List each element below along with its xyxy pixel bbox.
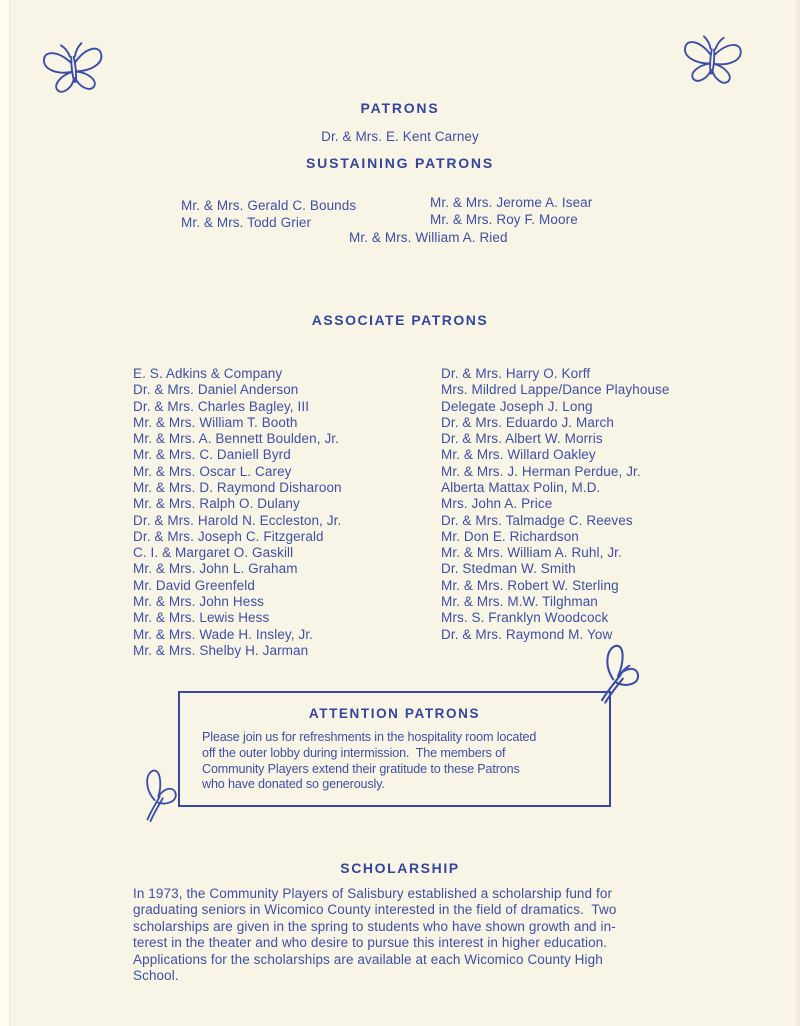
associate-left-column	[133, 366, 342, 659]
patron-name: Dr. & Mrs. Harry O. Korff	[441, 366, 591, 381]
patron-name: Mr. & Mrs. D. Raymond Disharoon	[133, 479, 342, 495]
patron-name: Mr. & Mrs. John Hess	[133, 593, 265, 609]
patron-name: Mr. & Mrs. Gerald C. Bounds	[181, 198, 357, 213]
patron-name: Dr. & Mrs. Eduardo J. March	[441, 414, 614, 430]
text-line: Applications for the scholarships are available at each Wicomico County High	[133, 951, 603, 967]
butterfly-icon	[591, 641, 645, 705]
sustaining-right-column	[430, 194, 592, 228]
patron-name: Mr. & Mrs. Oscar L. Carey	[133, 463, 292, 479]
patron-name: Mr. & Mrs. Ralph O. Dulany	[133, 496, 300, 512]
patron-name: Mr. & Mrs. Robert W. Sterling	[441, 577, 619, 593]
patron-name: Mr. & Mrs. William T. Booth	[133, 414, 298, 430]
patron-name: Dr. Stedman W. Smith	[441, 561, 576, 577]
patron-name: Mr. & Mrs. M.W. Tilghman	[441, 593, 598, 609]
patron-name: Dr. & Mrs. Joseph C. Fitzgerald	[133, 528, 324, 544]
patron-name: Mr. Don E. Richardson	[441, 528, 579, 544]
patron-name: Dr. & Mrs. E. Kent Carney	[321, 129, 479, 144]
patron-name: Mr. & Mrs. Shelby H. Jarman	[133, 642, 309, 658]
patron-name: Dr. & Mrs. Harold N. Eccleston, Jr.	[133, 512, 342, 528]
patron-name: Mrs. Mildred Lappe/Dance Playhouse	[441, 382, 670, 398]
patron-name: Mr. & Mrs. Lewis Hess	[133, 610, 270, 626]
patron-name: Dr. & Mrs. Raymond M. Yow	[441, 626, 613, 642]
patrons-heading: PATRONS	[360, 100, 440, 116]
sustaining-left-column	[181, 197, 356, 231]
text-line: off the outer lobby during intermission. The members of	[202, 745, 506, 760]
patron-name: Mr. & Mrs. Wade H. Insley, Jr.	[133, 626, 314, 642]
text-line: Please join us for refreshments in the hospitality room located	[202, 730, 537, 744]
text-line: who have donated so generously.	[202, 777, 385, 792]
patron-name: Mr. & Mrs. John L. Graham	[133, 561, 298, 577]
text-line: In 1973, the Community Players of Salisbury established a scholarship fund for	[133, 886, 613, 901]
patron-name: Delegate Joseph J. Long	[441, 398, 593, 414]
patron-name: Mr. & Mrs. A. Bennett Boulden, Jr.	[133, 431, 339, 447]
butterfly-icon	[674, 30, 750, 97]
patron-name: Mr. David Greenfeld	[133, 577, 255, 593]
patron-name: Mr. & Mrs. Jerome A. Isear	[430, 195, 593, 210]
text-line: graduating seniors in Wicomico County interested in the field of dramatics. Two	[133, 902, 617, 918]
text-line: Community Players extend their gratitude to these Patrons	[202, 761, 520, 776]
text-line: School.	[133, 968, 179, 984]
patron-name: Mr. & Mrs. Todd Grier	[181, 215, 312, 230]
text-line: terest in the theater and who desire to pursue this interest in higher education.	[133, 935, 608, 951]
text-line: scholarships are given in the spring to students who have shown growth and in-	[133, 918, 616, 934]
scholarship-text	[133, 886, 616, 984]
patron-name: Mr. & Mrs. William A. Ruhl, Jr.	[441, 545, 622, 561]
patron-name: E. S. Adkins & Company	[133, 366, 283, 381]
patron-name: Mrs. S. Franklyn Woodcock	[441, 610, 609, 626]
patron-name: Dr. & Mrs. Talmadge C. Reeves	[441, 512, 633, 528]
associate-patrons-heading: ASSOCIATE PATRONS	[311, 312, 489, 328]
attention-patrons-text	[202, 730, 609, 793]
butterfly-icon	[39, 34, 110, 108]
patron-name: Dr. & Mrs. Albert W. Morris	[441, 431, 603, 447]
scholarship-heading: SCHOLARSHIP	[340, 860, 460, 876]
patron-name: Mr. & Mrs. J. Herman Perdue, Jr.	[441, 463, 641, 479]
patron-name: Mr. & Mrs. C. Daniell Byrd	[133, 447, 291, 463]
attention-patrons-heading: ATTENTION PATRONS	[308, 706, 481, 721]
patron-name: Mr. & Mrs. William A. Ried	[349, 230, 508, 245]
patron-name: Mr. & Mrs. Roy F. Moore	[430, 212, 578, 227]
patron-name: Dr. & Mrs. Charles Bagley, III	[133, 398, 310, 414]
patron-name: Dr. & Mrs. Daniel Anderson	[133, 382, 299, 398]
associate-right-column	[441, 366, 670, 643]
patron-name: Mr. & Mrs. Willard Oakley	[441, 447, 596, 463]
patron-name: Alberta Mattax Polin, M.D.	[441, 479, 601, 495]
sustaining-patrons-heading: SUSTAINING PATRONS	[306, 155, 494, 171]
patron-name: Mrs. John A. Price	[441, 496, 553, 512]
patron-name: C. I. & Margaret O. Gaskill	[133, 545, 294, 561]
butterfly-icon	[133, 762, 183, 825]
attention-patrons-box	[178, 691, 611, 807]
